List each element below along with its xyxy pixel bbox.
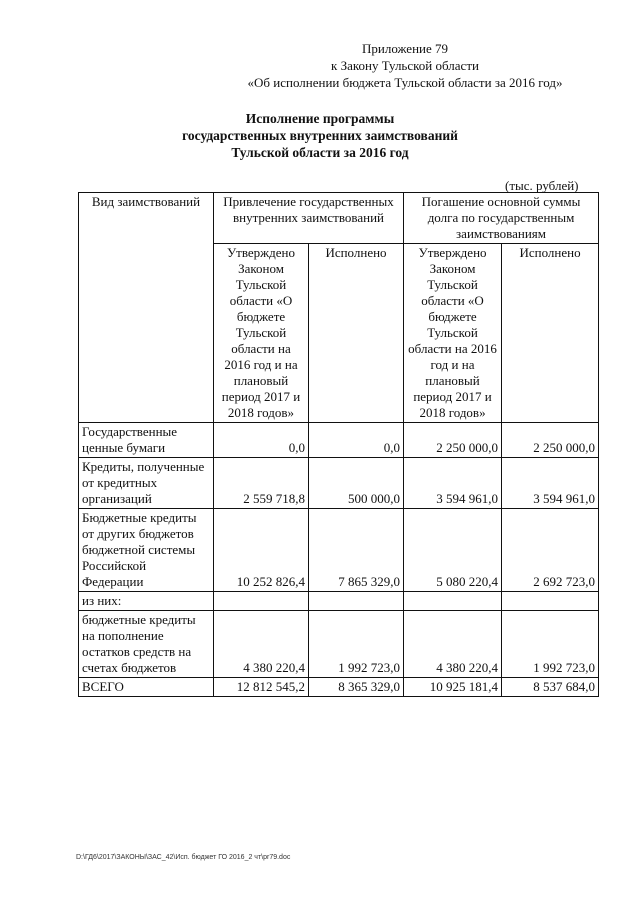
header-borrowing-approved: Утверждено Законом Тульской области «О бюджете Тульской области на 2016 год и на плановый период 2017 и 2018 годов» (214, 244, 309, 423)
cell-repayment-approved: 3 594 961,0 (404, 458, 502, 509)
cell-repayment-executed: 8 537 684,0 (502, 678, 599, 697)
title-line-2: государственных внутренних заимствований (182, 128, 458, 143)
header-type: Вид заимствований (79, 193, 214, 423)
cell-repayment-approved: 2 250 000,0 (404, 423, 502, 458)
row-label: Кредиты, полученные от кредитных организаций (79, 458, 214, 509)
cell-borrowing-approved: 12 812 545,2 (214, 678, 309, 697)
cell-borrowing-approved (214, 592, 309, 611)
row-label: бюджетные кредиты на пополнение остатков средств на счетах бюджетов (79, 611, 214, 678)
cell-borrowing-approved: 0,0 (214, 423, 309, 458)
cell-borrowing-executed: 500 000,0 (309, 458, 404, 509)
appendix-law-title: «Об исполнении бюджета Тульской области за 2016 год» (247, 75, 563, 90)
header-repayment-approved: Утверждено Законом Тульской области «О бюджете Тульской области на 2016 год и на плановый период 2017 и 2018 годов» (404, 244, 502, 423)
cell-repayment-approved (404, 592, 502, 611)
cell-borrowing-executed (309, 592, 404, 611)
cell-repayment-executed: 3 594 961,0 (502, 458, 599, 509)
title-line-3: Тульской области за 2016 год (231, 145, 409, 160)
cell-borrowing-approved: 2 559 718,8 (214, 458, 309, 509)
cell-repayment-approved: 10 925 181,4 (404, 678, 502, 697)
borrowing-table (78, 192, 599, 697)
cell-borrowing-executed: 1 992 723,0 (309, 611, 404, 678)
cell-borrowing-approved: 10 252 826,4 (214, 509, 309, 592)
file-path-footer: D:\ГД6\2017\ЗАКОНЫ\ЗАС_42\Исп. бюджет ГО 2016_2 чт\pr79.doc (76, 854, 291, 861)
table-row (79, 458, 599, 509)
table-row (79, 423, 599, 458)
row-label: из них: (79, 592, 214, 611)
table-row (79, 611, 599, 678)
title-line-1: Исполнение программы (245, 111, 395, 126)
header-row-1 (79, 193, 599, 244)
row-label: Бюджетные кредиты от других бюджетов бюджетной системы Российской Федерации (79, 509, 214, 592)
cell-repayment-executed: 2 250 000,0 (502, 423, 599, 458)
cell-repayment-approved: 5 080 220,4 (404, 509, 502, 592)
header-borrowing: Привлечение государственных внутренних заимствований (214, 193, 404, 244)
header-repayment: Погашение основной суммы долга по государственным заимствованиям (404, 193, 599, 244)
row-label: Государственные ценные бумаги (79, 423, 214, 458)
header-borrowing-executed: Исполнено (309, 244, 404, 423)
table-row (79, 592, 599, 611)
document-title (0, 110, 640, 161)
cell-borrowing-executed: 7 865 329,0 (309, 509, 404, 592)
row-label: ВСЕГО (79, 678, 214, 697)
header-repayment-executed: Исполнено (502, 244, 599, 423)
appendix-header (0, 40, 640, 91)
cell-borrowing-executed: 0,0 (309, 423, 404, 458)
appendix-law-ref: к Закону Тульской области (331, 58, 479, 73)
appendix-number: Приложение 79 (361, 41, 449, 56)
cell-repayment-executed: 2 692 723,0 (502, 509, 599, 592)
table-row (79, 509, 599, 592)
cell-borrowing-approved: 4 380 220,4 (214, 611, 309, 678)
cell-repayment-executed: 1 992 723,0 (502, 611, 599, 678)
units-label: (тыс. рублей) (505, 178, 579, 193)
cell-borrowing-executed: 8 365 329,0 (309, 678, 404, 697)
cell-repayment-executed (502, 592, 599, 611)
cell-repayment-approved: 4 380 220,4 (404, 611, 502, 678)
total-row (79, 678, 599, 697)
